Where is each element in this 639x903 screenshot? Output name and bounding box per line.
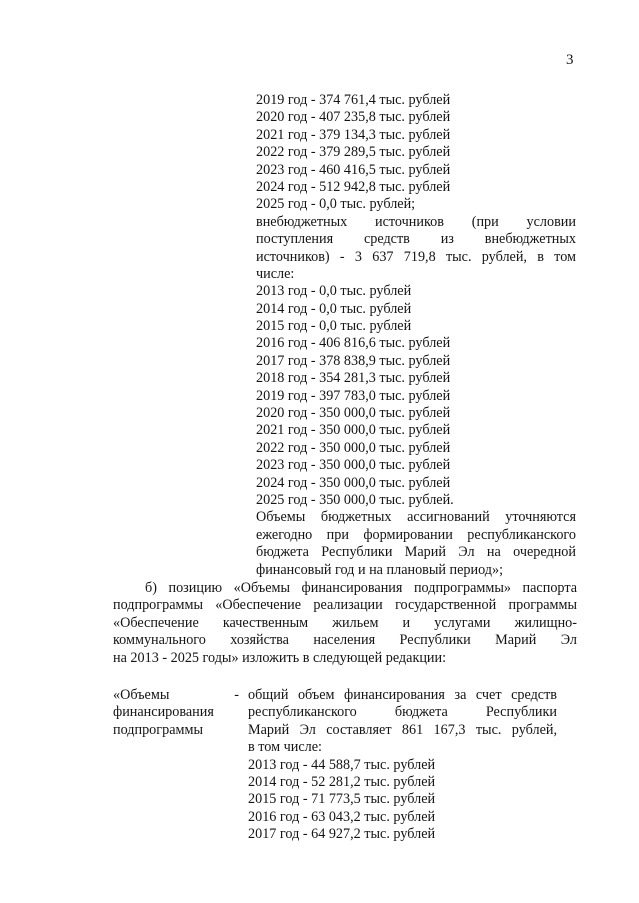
offbudget-line: числе: — [256, 265, 295, 282]
year-line: 2016 год - 406 816,6 тыс. рублей — [256, 335, 451, 352]
year-line: 2025 год - 350 000,0 тыс. рублей. — [256, 491, 454, 508]
note-line: Объемы бюджетных ассигнований уточняются — [256, 509, 576, 526]
year-line: 2024 год - 512 942,8 тыс. рублей — [256, 178, 451, 195]
paragraph-line: подпрограммы «Обеспечение реализации государственной программы — [113, 597, 577, 614]
paragraph-line: «Обеспечение качественным жильем и услугами жилищно- — [113, 614, 577, 631]
year-line: 2021 год - 350 000,0 тыс. рублей — [256, 422, 451, 439]
paragraph-line: коммунального хозяйства населения Республики Марий Эл — [113, 632, 577, 649]
intro-line: в том числе: — [248, 739, 322, 756]
page-number: 3 — [566, 52, 574, 68]
year-line: 2025 год - 0,0 тыс. рублей; — [256, 196, 416, 213]
offbudget-line: источников) - 3 637 719,8 тыс. рублей, в том — [256, 248, 576, 265]
paragraph-b — [113, 580, 577, 667]
intro-line: Марий Эл составляет 861 167,3 тыс. рублей, — [248, 721, 557, 738]
offbudget-line: внебюджетных источников (при условии — [256, 213, 576, 230]
intro-line: общий объем финансирования за счет средств — [248, 687, 557, 703]
year-line: 2024 год - 350 000,0 тыс. рублей — [256, 474, 451, 491]
year-line: 2014 год - 0,0 тыс. рублей — [256, 300, 412, 317]
note-line: бюджета Республики Марий Эл на очередной — [256, 544, 576, 561]
year-line: 2023 год - 350 000,0 тыс. рублей — [256, 457, 451, 474]
label-row — [113, 687, 239, 704]
year-line: 2017 год - 64 927,2 тыс. рублей — [248, 826, 436, 843]
year-line: 2020 год - 407 235,8 тыс. рублей — [256, 109, 451, 126]
year-line: 2019 год - 397 783,0 тыс. рублей — [256, 387, 451, 404]
label-text: «Объемы — [113, 687, 170, 703]
financing-continuation-block — [256, 92, 576, 579]
year-line: 2021 год - 379 134,3 тыс. рублей — [256, 126, 451, 143]
year-line: 2014 год - 52 281,2 тыс. рублей — [248, 773, 436, 790]
note-line: финансовый год и на плановый период»; — [256, 561, 504, 578]
year-line: 2013 год - 44 588,7 тыс. рублей — [248, 756, 436, 773]
intro-line: республиканского бюджета Республики — [248, 704, 557, 721]
financing-label-column — [113, 687, 263, 739]
year-line: 2015 год - 0,0 тыс. рублей — [256, 318, 412, 335]
paragraph-line: б) позицию «Объемы финансирования подпрограммы» паспорта — [145, 580, 577, 596]
year-line: 2019 год - 374 761,4 тыс. рублей — [256, 92, 451, 108]
paragraph-line: на 2013 - 2025 годы» изложить в следующей редакции: — [113, 649, 447, 666]
note-line: ежегодно при формировании республиканского — [256, 526, 576, 543]
year-line: 2015 год - 71 773,5 тыс. рублей — [248, 791, 436, 808]
year-line: 2017 год - 378 838,9 тыс. рублей — [256, 352, 451, 369]
year-line: 2016 год - 63 043,2 тыс. рублей — [248, 808, 436, 825]
year-line: 2022 год - 379 289,5 тыс. рублей — [256, 144, 451, 161]
year-line: 2020 год - 350 000,0 тыс. рублей — [256, 405, 451, 422]
year-line: 2013 год - 0,0 тыс. рублей — [256, 283, 412, 300]
year-line: 2023 год - 460 416,5 тыс. рублей — [256, 161, 451, 178]
label-dash: - — [234, 687, 239, 703]
financing-value-column — [248, 687, 557, 844]
offbudget-line: поступления средств из внебюджетных — [256, 231, 576, 248]
label-text: подпрограммы — [113, 721, 203, 738]
label-text: финансирования — [113, 704, 214, 721]
year-line: 2018 год - 354 281,3 тыс. рублей — [256, 370, 451, 387]
year-line: 2022 год - 350 000,0 тыс. рублей — [256, 439, 451, 456]
